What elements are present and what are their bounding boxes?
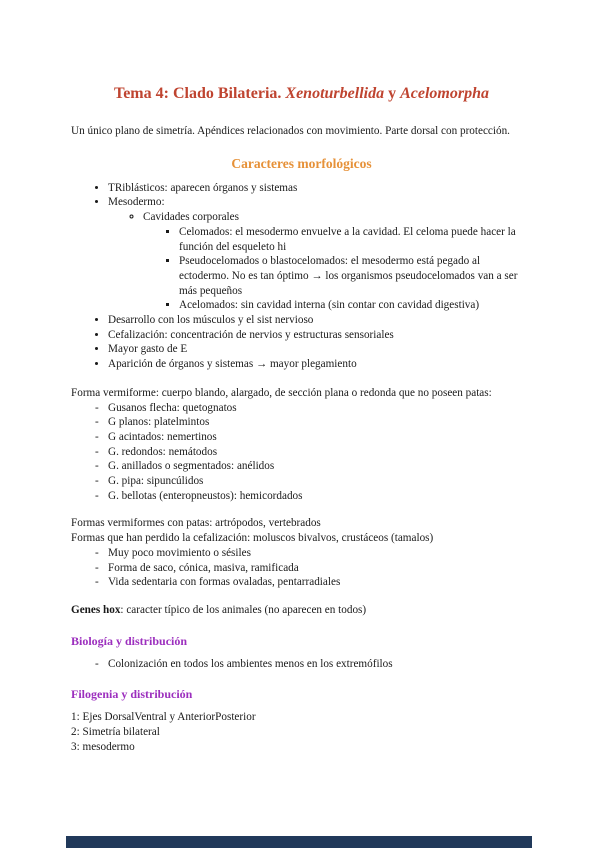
cavidades-types-sublist — [143, 225, 532, 313]
list-item: - G. anillados o segmentados: anélidos — [108, 459, 532, 474]
title-text: Tema 4: Clado Bilateria. — [114, 85, 286, 102]
list-item: - Forma de saco, cónica, masiva, ramificada — [108, 561, 532, 576]
filogenia-line: 2: Simetría bilateral — [71, 726, 160, 739]
list-item: • Cefalización: concentración de nervios y estructuras sensoriales — [108, 328, 532, 343]
title-italic-genus-1: Xenoturbellida — [285, 85, 385, 102]
genes-hox-term: Genes hox — [71, 603, 121, 616]
list-item-text: Mesodermo: — [108, 196, 165, 209]
lost-cephalization-list — [71, 546, 532, 590]
list-item — [108, 195, 532, 313]
vermiform-intro: Forma vermiforme: cuerpo blando, alargado, de sección plana o redonda que no poseen patas: — [71, 386, 492, 399]
list-item: - G. redondos: nemátodos — [108, 445, 532, 460]
list-item: • Mayor gasto de E — [108, 342, 532, 357]
filogenia-line: 1: Ejes DorsalVentral y AnteriorPosterior — [71, 711, 256, 724]
list-item: • TRiblásticos: aparecen órganos y sistemas — [108, 181, 532, 196]
list-item: - G. pipa: sipuncúlidos — [108, 474, 532, 489]
list-item: • Aparición de órganos y sistemas → mayor plegamiento — [108, 357, 532, 372]
biologia-list — [71, 657, 532, 672]
list-item: - Muy poco movimiento o sésiles — [108, 546, 532, 561]
list-item: - Vida sedentaria con formas ovaladas, pentarradiales — [108, 575, 532, 590]
cavidades-sublist — [108, 210, 532, 313]
filogenia-line: 3: mesodermo — [71, 740, 135, 753]
list-item: ▪ Pseudocelomados o blastocelomados: el mesodermo está pegado al ectodermo. No es tan óptimo → los organismos pseudocelomados van a ser más pequeños — [179, 254, 532, 298]
heading-biologia-distribucion: Biología y distribución — [71, 633, 188, 648]
list-item: ▪ Acelomados: sin cavidad interna (sin contar con cavidad digestiva) — [179, 298, 532, 313]
list-item: - G. bellotas (enteropneustos): hemicordados — [108, 489, 532, 504]
intro-paragraph: Un único plano de simetría. Apéndices relacionados con movimiento. Parte dorsal con protección. — [71, 125, 510, 137]
page-title — [71, 84, 532, 103]
caracteres-list — [71, 181, 532, 372]
list-item: ▪ Celomados: el mesodermo envuelve a la cavidad. El celoma puede hacer la función del esqueleto hi — [179, 225, 532, 254]
list-item: - Gusanos flecha: quetognatos — [108, 401, 532, 416]
genes-hox-text: : caracter típico de los animales (no aparecen en todos) — [120, 603, 367, 616]
list-item: - G planos: platelmintos — [108, 415, 532, 430]
heading-caracteres-morfologicos: Caracteres morfológicos — [231, 155, 372, 171]
list-item: • Desarrollo con los músculos y el sist nervioso — [108, 313, 532, 328]
list-item-text: Cavidades corporales — [143, 211, 239, 224]
lost-cephalization-line: Formas que han perdido la cefalización: moluscos bivalvos, crustáceos (tamalos) — [71, 532, 434, 545]
genes-hox-paragraph — [71, 603, 532, 618]
next-page-header-bar — [66, 836, 532, 848]
title-italic-genus-2: Acelomorpha — [400, 85, 489, 102]
vermiform-types-list — [71, 401, 532, 504]
list-item: - G acintados: nemertinos — [108, 430, 532, 445]
heading-filogenia-distribucion: Filogenia y distribución — [71, 687, 193, 702]
title-connector: y — [384, 85, 401, 102]
vermiform-with-legs-line: Formas vermiformes con patas: artrópodos, vertebrados — [71, 517, 321, 530]
list-item: - Colonización en todos los ambientes menos en los extremófilos — [108, 657, 532, 672]
list-item — [143, 210, 532, 313]
